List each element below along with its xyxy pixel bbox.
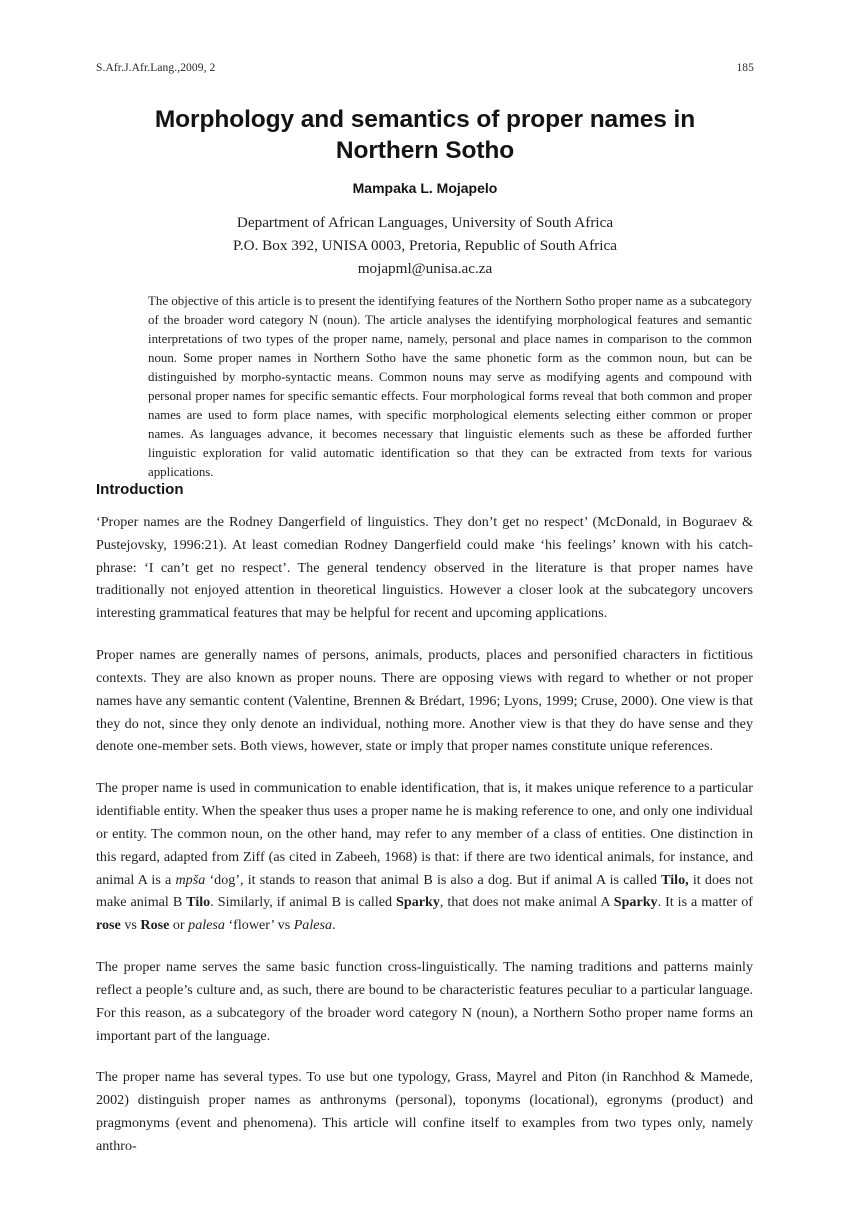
term-rose-lowercase: rose [96, 917, 121, 934]
body-column [96, 511, 753, 1158]
paragraph-3-text-i: ‘flower’ vs [224, 917, 294, 934]
page-title: Morphology and semantics of proper names in Northern Sotho [154, 106, 696, 165]
term-sparky-1: Sparky [396, 894, 440, 911]
author-affiliation [110, 212, 740, 280]
journal-citation: S.Afr.J.Afr.Lang.,2009, 2 [96, 62, 216, 74]
title-block [130, 104, 720, 167]
paragraph-3-text-c: it does not make animal B [96, 871, 753, 911]
paragraph-3-text-e: , that does not make animal A [439, 894, 614, 911]
term-rose-uppercase: Rose [140, 917, 170, 934]
page-number: 185 [736, 62, 754, 74]
paragraph-4: The proper name serves the same basic function cross-linguistically. The naming traditions and patterns mainly reflect a people’s culture and, as such, there are bound to be characteristic features peculiar to a particular language. For this reason, as a subcategory of the broader word category N (noun), a Northern Sotho proper name forms an important part of the language. [96, 959, 753, 1044]
term-sparky-2: Sparky [613, 894, 658, 911]
paragraph-2: Proper names are generally names of persons, animals, products, places and personified characters in fictitious contexts. They are also known as proper nouns. There are opposing views with regard to whether or not proper names have any semantic content (Valentine, Brennen & Brédart, 1996; Lyons, 1999; Cruse, 2000). One view is that they do not, since they only denote an individual, nothing more. Another view is that they do have sense and they denote one-member sets. Both views, however, state or imply that proper names constitute unique references. [96, 647, 753, 755]
term-tilo-1: Tilo, [661, 871, 689, 888]
affiliation-address: P.O. Box 392, UNISA 0003, Pretoria, Republic of South Africa [233, 236, 617, 254]
paragraph-3-text-h: or [169, 917, 189, 934]
running-head [96, 62, 754, 74]
abstract-text: The objective of this article is to present the identifying features of the Northern Sotho proper name as a subcategory of the broader word category N (noun). The article analyses the identifying morphological features and semantic interpretations of two types of the proper name, namely, personal and place names in comparison to the common noun. Some proper names in Northern Sotho have the same phonetic form as the common noun, but can be distinguished by morpho-syntactic means. Common nouns may serve as modifying agents and compound with personal proper names for specific semantic effects. Four morphological forms reveal that both common and proper names are used to form place names, with specific morphological elements selecting either common or proper names. As languages advance, it becomes necessary that linguistic elements such as these be afforded further linguistic exploration for valid automatic identification so that they can be extracted from texts for various applications. [148, 294, 752, 480]
affiliation-department: Department of African Languages, University of South Africa [236, 214, 614, 231]
paragraph-3-text-f: . It is a matter of [657, 894, 753, 911]
paragraph-3-text-b: ‘dog’, it stands to reason that animal B is also a dog. But if animal A is called [205, 871, 662, 888]
paragraph-3-text-a: The proper name is used in communication to enable identification, that is, it makes unique reference to a particular identifiable entity. When the speaker thus uses a proper name he is making reference to one, and only one individual or entity. The common noun, on the other hand, may refer to any member of a class of entities. One distinction in this regard, adapted from Ziff (as cited in Zabeeh, 1968) is that: if there are two identical animals, for instance, and animal A is a [96, 780, 753, 888]
paragraph-1: ‘Proper names are the Rodney Dangerfield of linguistics. They don’t get no respect’ (McDonald, in Boguraev & Pustejovsky, 1996:21). At least comedian Rodney Dangerfield could make ‘his feelings’ known with his catch-phrase: ‘I can’t get no respect’. The general tendency observed in the literature is that proper names have traditionally not enjoyed attention in theoretical linguistics. However a closer look at the subcategory uncovers interesting grammatical features that may be helpful for recent and upcoming applications. [96, 514, 753, 622]
author-name: Mampaka L. Mojapelo [352, 180, 498, 196]
paragraph-3-text-g: vs [120, 917, 141, 934]
section-heading-introduction: Introduction [96, 481, 184, 498]
term-mpsa: mpša [175, 871, 206, 888]
term-tilo-2: Tilo [186, 894, 211, 911]
paragraph-3-text-j: . [332, 917, 336, 934]
paragraph-3-text-d: . Similarly, if animal B is called [210, 894, 397, 911]
paragraph-5: The proper name has several types. To use but one typology, Grass, Mayrel and Piton (in Ranchhod & Mamede, 2002) distinguish proper names as anthronyms (personal), toponyms (locational), egronyms (product) and pragmonyms (event and phenomena). This article will confine itself to examples from two types only, namely anthro- [96, 1069, 753, 1154]
term-palesa-uppercase: Palesa [293, 917, 333, 934]
paragraph-3 [96, 777, 753, 937]
author-email: mojapml@unisa.ac.za [357, 259, 493, 277]
term-palesa-lowercase: palesa [188, 917, 225, 934]
